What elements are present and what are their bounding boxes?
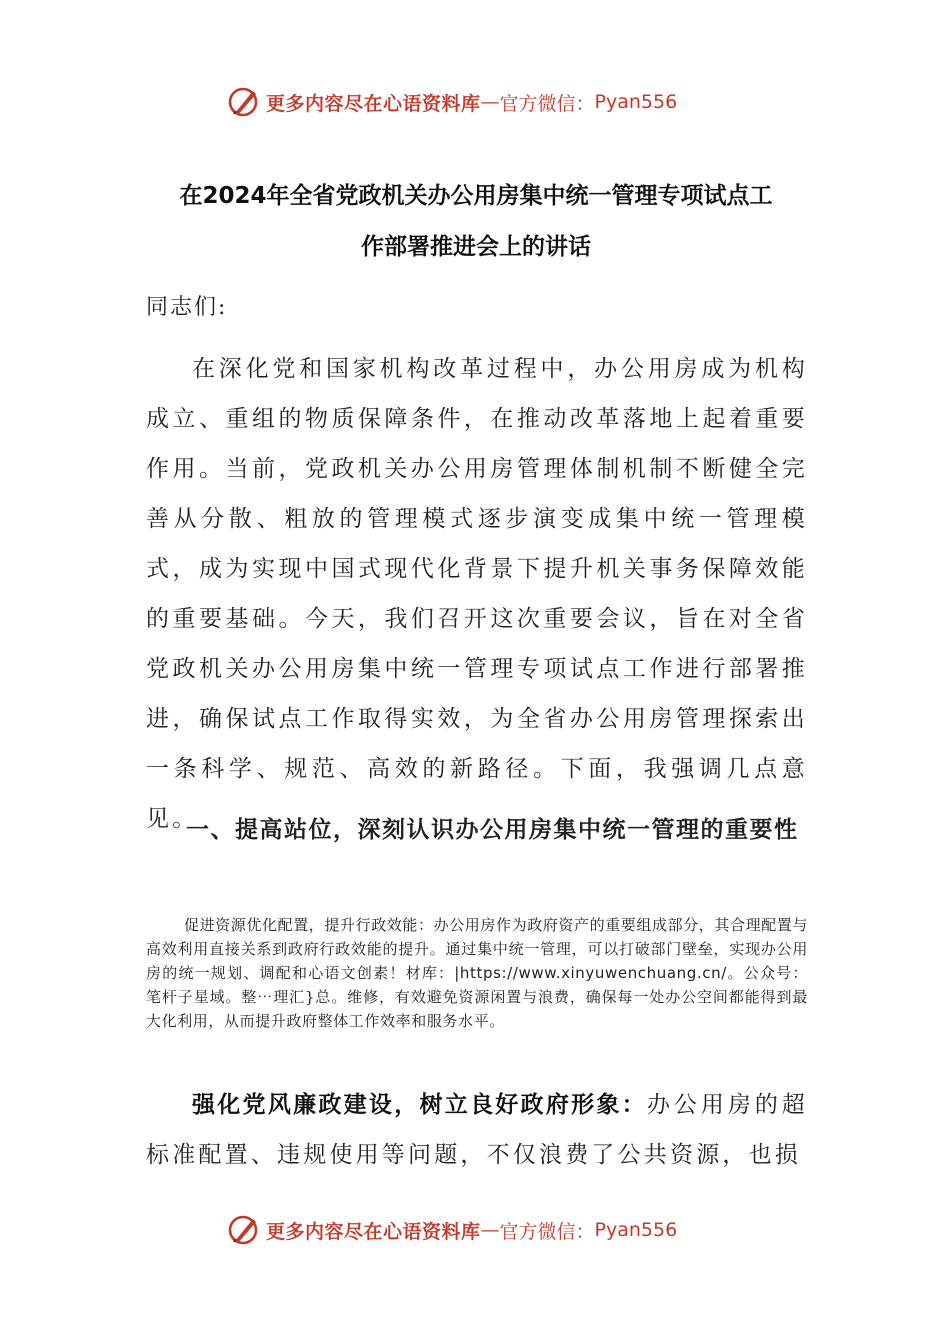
banner-wechat-label: 官方微信：	[499, 92, 595, 115]
small-paragraph-text-b: 。公众号：笔杆子星域。整⋯理汇}总。维修，有效避免资源闲置与浪费，确保每一处办公空间都能得到最大化利用，从而提升政府整体工作效率和服务水平。	[146, 964, 808, 1030]
banner-wechat-id: Pyan556	[594, 91, 678, 113]
document-title-line1: 在2024年全省党政机关办公用房集中统一管理专项试点工	[179, 183, 773, 209]
greeting: 同志们:	[146, 295, 228, 320]
header-banner	[226, 82, 746, 122]
small-paragraph	[146, 913, 808, 1033]
banner-wechat-id: Pyan556	[594, 1219, 678, 1241]
banner-wechat-label: 官方微信：	[499, 1220, 595, 1243]
intro-paragraph: 在深化党和国家机构改革过程中，办公用房成为机构成立、重组的物质保障条件，在推动改革落地上起着重要作用。当前，党政机关办公用房管理体制机制不断健全完善从分散、粗放的管理模式逐步演变成集中统一管理模式，成为实现中国式现代化背景下提升机关事务保障效能的重要基础。今天，我们召开这次重要会议，旨在对全省党政机关办公用房集中统一管理专项试点工作进行部署推进，确保试点工作取得实效，为全省办公用房管理探索出一条科学、规范、高效的新路径。下面，我强调几点意见。	[146, 356, 808, 832]
small-paragraph-text-a: 促进资源优化配置，提升行政效能：办公用房作为政府资产的重要组成部分，其合理配置与高效利用直接关系到政府行政效能的提升。通过集中统一管理，可以打破部门壁垒，实现办公用房的统一规划、调配和心语文创素！材库：	[146, 916, 809, 982]
footer-banner	[226, 1210, 746, 1250]
banner-main-text: 更多内容尽在心语资料库	[266, 1220, 481, 1243]
paragraph-2	[146, 1080, 808, 1180]
paragraph-2-lead: 强化党风廉政建设，树立良好政府形象：	[192, 1092, 647, 1118]
quill-logo-icon	[226, 1212, 262, 1248]
section-heading-1: 一、提高站位，深刻认识办公用房集中统一管理的重要性	[186, 817, 799, 843]
banner-separator: —	[480, 1219, 500, 1241]
paragraph-2-text: 办公用房的超标准配置、违规使用等问题，不仅浪费了公共资源，也损	[146, 1092, 809, 1168]
website-link[interactable]: |https://www.xinyuwenchuang.cn/	[454, 964, 727, 982]
document-title-line2: 作部署推进会上的讲话	[361, 234, 591, 260]
banner-separator: —	[480, 91, 500, 113]
quill-logo-icon	[226, 84, 262, 120]
banner-main-text: 更多内容尽在心语资料库	[266, 92, 481, 115]
